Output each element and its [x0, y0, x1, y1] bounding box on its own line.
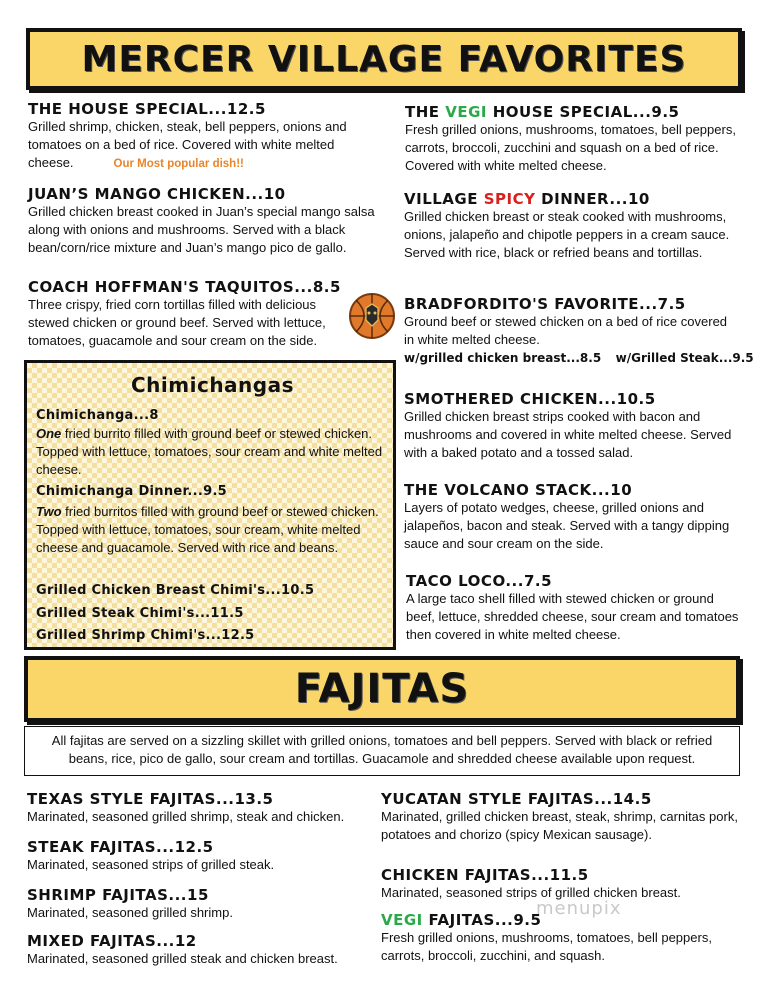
extra-chicken: w/grilled chicken breast...8.5 [404, 351, 602, 365]
item-desc: Grilled chicken breast or steak cooked with mushrooms, onions, jalapeño and chipotle peppers in a cream sauce. Served with rice, black or refried beans and tortillas. [404, 209, 730, 260]
item-desc: Fresh grilled onions, mushrooms, tomatoes, bell peppers, carrots, broccoli, zucchini and squash on a bed of rice. Covered with white melted cheese. [405, 122, 736, 173]
menu-item-steak-fajitas [27, 838, 377, 874]
item-title: CHICKEN FAJITAS...11.5 [381, 866, 589, 884]
menu-item-mango-chicken [28, 185, 390, 257]
chimi-item-desc: One fried burrito filled with ground beef or stewed chicken. Topped with lettuce, tomatoes, sour cream and white melted cheese. [36, 426, 383, 477]
chimi-dinner-title: Chimichanga Dinner...9.5 [36, 484, 228, 499]
watermark: menupix [536, 898, 622, 919]
menu-item-taco-loco [406, 572, 742, 644]
item-desc: Marinated, grilled chicken breast, steak, shrimp, carnitas pork, potatoes and chorizo (spicy Mexican sausage). [381, 809, 738, 842]
section-title: MERCER VILLAGE FAVORITES [81, 38, 687, 80]
item-title: TACO LOCO...7.5 [406, 572, 553, 590]
fajitas-note: All fajitas are served on a sizzling skillet with grilled onions, tomatoes and bell peppers. Served with black or refried beans, rice, pico de gallo, sour cream and tortillas. Guacamole and shredded cheese available upon request. [24, 726, 740, 776]
chimi-dinner-desc: Two fried burritos filled with ground beef or stewed chicken. Topped with lettuce, tomatoes, sour cream, white melted cheese and guacamole. Served with rice and beans. [36, 504, 379, 555]
menu-item-chicken-fajitas [381, 866, 741, 902]
item-desc: Grilled shrimp, chicken, steak, bell peppers, onions and tomatoes on a bed of rice. Covered with white melted cheese. Our Most popular dish!! [28, 119, 347, 170]
item-title: YUCATAN STYLE FAJITAS...14.5 [381, 790, 652, 808]
chimi-item-title: Chimichanga...8 [36, 408, 159, 423]
item-title: THE VOLCANO STACK...10 [404, 481, 633, 499]
menu-item-coach-hoffman-taquitos [28, 278, 350, 350]
item-title: COACH HOFFMAN'S TAQUITOS...8.5 [28, 278, 341, 296]
menu-item-village-spicy-dinner [404, 190, 734, 262]
item-desc: Marinated, seasoned grilled shrimp, steak and chicken. [27, 809, 345, 824]
menu-item-vegi-house-special [405, 103, 743, 175]
menu-item-shrimp-fajitas [27, 886, 377, 922]
item-title: STEAK FAJITAS...12.5 [27, 838, 214, 856]
banner-fajitas [24, 656, 740, 722]
item-title: BRADFORDITO'S FAVORITE...7.5 [404, 295, 686, 313]
item-desc: Fresh grilled onions, mushrooms, tomatoes, bell peppers, carrots, broccoli, zucchini, and squash. [381, 930, 712, 963]
item-title: SMOTHERED CHICKEN...10.5 [404, 390, 656, 408]
chimichangas-heading: Chimichangas [131, 373, 295, 397]
item-desc: Marinated, seasoned strips of grilled steak. [27, 857, 275, 872]
basketball-icon [348, 292, 396, 340]
menu-item-bradfordito-favorite [404, 295, 754, 367]
menu-item-volcano-stack [404, 481, 734, 553]
item-desc: Marinated, seasoned grilled steak and chicken breast. [27, 951, 338, 966]
item-desc: Marinated, seasoned strips of grilled chicken breast. [381, 885, 681, 900]
menu-item-vegi-fajitas [381, 911, 741, 965]
menu-item-texas-fajitas [27, 790, 377, 826]
chimichangas-box [24, 360, 396, 650]
popular-note: Our Most popular dish!! [113, 158, 244, 170]
item-extras [404, 349, 754, 367]
item-desc: Grilled chicken breast strips cooked with bacon and mushrooms and covered in white melted cheese. Served with a baked potato and a tossed salad. [404, 409, 732, 460]
item-desc: Marinated, seasoned grilled shrimp. [27, 905, 233, 920]
menu-item-house-special [28, 100, 388, 173]
item-title: THE HOUSE SPECIAL...12.5 [28, 100, 266, 118]
item-desc: Three crispy, fried corn tortillas filled with delicious stewed chicken or ground beef. Served with lettuce, tomatoes, guacamole and sour cream on the side. [28, 297, 326, 348]
item-desc: Grilled chicken breast cooked in Juan’s special mango salsa along with onions and mushrooms. Served with a black bean/corn/rice mixture and Juan’s mango pico de gallo. [28, 204, 375, 255]
item-title: MIXED FAJITAS...12 [27, 932, 197, 950]
item-title: SHRIMP FAJITAS...15 [27, 886, 209, 904]
item-title: VILLAGE SPICY DINNER...10 [404, 190, 650, 208]
extra-steak: w/Grilled Steak...9.5 [615, 351, 754, 365]
chimi-chicken: Grilled Chicken Breast Chimi's...10.5 [36, 583, 315, 598]
chimi-shrimp: Grilled Shrimp Chimi's...12.5 [36, 628, 255, 643]
menu-item-mixed-fajitas [27, 932, 377, 968]
menu-item-yucatan-fajitas [381, 790, 741, 844]
item-title: VEGI FAJITAS...9.5 [381, 911, 542, 929]
item-title: THE VEGI HOUSE SPECIAL...9.5 [405, 103, 680, 121]
item-title: JUAN’S MANGO CHICKEN...10 [28, 185, 286, 203]
chimi-steak: Grilled Steak Chimi's...11.5 [36, 606, 244, 621]
item-desc: Layers of potato wedges, cheese, grilled onions and jalapeños, bacon and steak. Served with a tangy dipping sauce and sour cream on the side. [404, 500, 730, 551]
section-title: FAJITAS [294, 666, 470, 712]
banner-mercer-village-favorites [26, 28, 742, 90]
item-desc: Ground beef or stewed chicken on a bed of rice covered in white melted cheese. [404, 314, 728, 347]
menu-item-smothered-chicken [404, 390, 734, 462]
item-desc: A large taco shell filled with stewed chicken or ground beef, lettuce, shredded cheese, sour cream and tomatoes then covered in white melted cheese. [406, 591, 739, 642]
item-title: TEXAS STYLE FAJITAS...13.5 [27, 790, 274, 808]
